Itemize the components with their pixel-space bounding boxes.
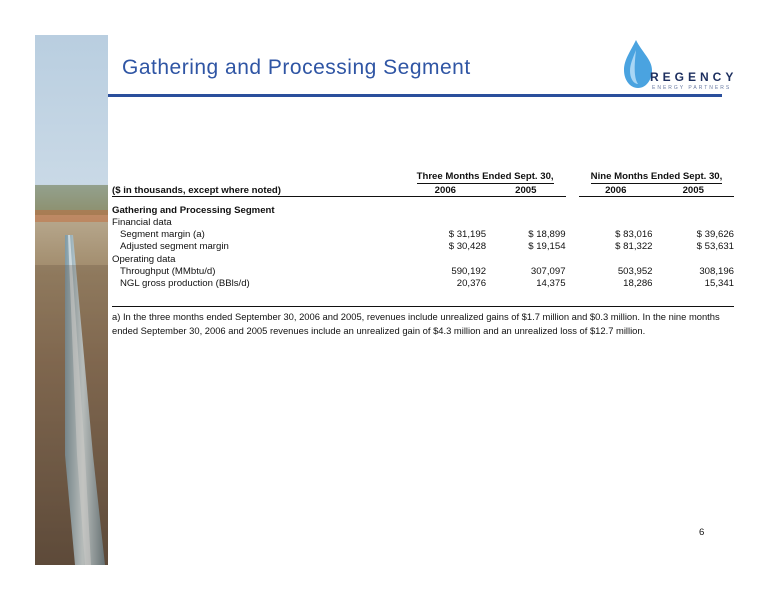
footnote-divider bbox=[112, 306, 734, 307]
table-row: Throughput (MMbtu/d) 590,192 307,097 503,952 308,196 bbox=[120, 265, 734, 277]
financial-label: Financial data bbox=[112, 216, 172, 228]
pipeline-illustration bbox=[35, 35, 108, 565]
page-title: Gathering and Processing Segment bbox=[122, 56, 471, 79]
units-label: ($ in thousands, except where noted) bbox=[112, 184, 405, 197]
year-col-3: 2006 bbox=[579, 184, 653, 197]
section-title: Gathering and Processing Segment bbox=[112, 204, 275, 216]
segment-table bbox=[112, 171, 734, 290]
nine-months-header: Nine Months Ended Sept. 30, bbox=[590, 171, 723, 182]
table-row: Segment margin (a) $ 31,195 $ 18,899 $ 83,016 $ 39,626 bbox=[120, 229, 734, 241]
year-col-4: 2005 bbox=[653, 184, 735, 197]
group-header-row bbox=[112, 171, 734, 184]
logo-tagline: ENERGY PARTNERS bbox=[652, 85, 732, 91]
page-number: 6 bbox=[699, 527, 705, 538]
year-header-row bbox=[112, 184, 734, 197]
title-divider bbox=[108, 94, 722, 97]
operating-label: Operating data bbox=[112, 253, 176, 265]
logo-wordmark: REGENCY bbox=[650, 70, 738, 84]
footnote: a) In the three months ended September 30, 2006 and 2005, revenues include unrealized gains of $1.7 million and $0.3 million. In the nine months ended September 30, 2006 and 2005 revenues include an unrealized gain of $4.3 million and an unrealized loss of $12.7 million. bbox=[112, 311, 720, 336]
pipeline-photo bbox=[35, 35, 108, 565]
table-row: Adjusted segment margin $ 30,428 $ 19,154 $ 81,322 $ 53,631 bbox=[120, 241, 734, 253]
three-months-header: Three Months Ended Sept. 30, bbox=[416, 171, 554, 182]
year-col-1: 2006 bbox=[405, 184, 486, 197]
table-row: NGL gross production (BBls/d) 20,376 14,375 18,286 15,341 bbox=[120, 277, 734, 289]
year-col-2: 2005 bbox=[486, 184, 565, 197]
